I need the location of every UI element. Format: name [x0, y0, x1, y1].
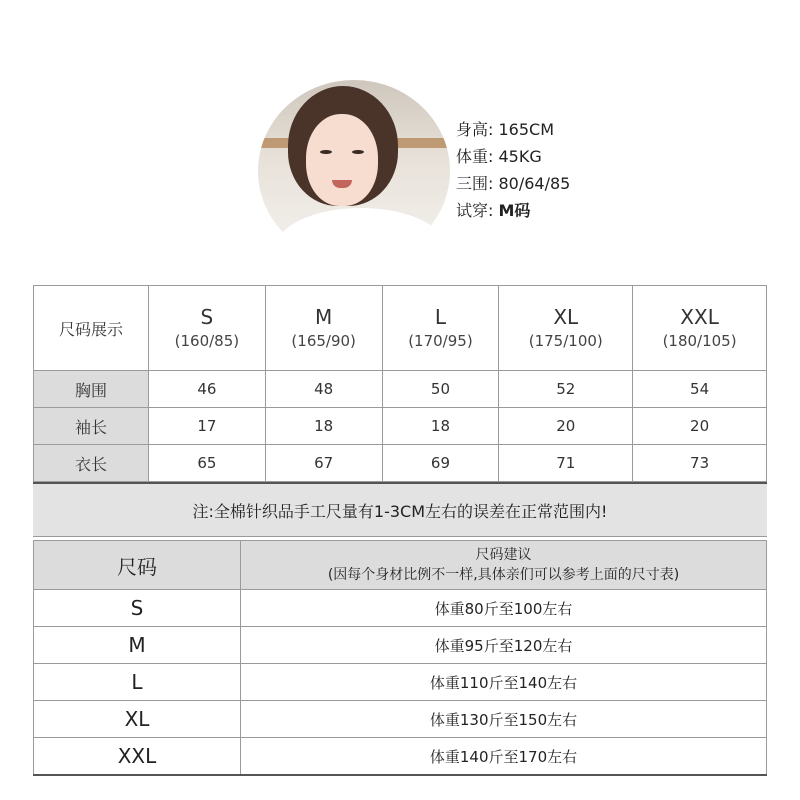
table-cell: 48: [265, 371, 382, 408]
recommend-size: XXL: [34, 738, 241, 776]
size-measurement-table: [33, 285, 767, 482]
table-cell: 52: [499, 371, 633, 408]
size-header-cell: [149, 286, 266, 371]
table-row: [34, 445, 767, 482]
table-cell: 18: [265, 408, 382, 445]
size-name: XL: [553, 305, 579, 329]
model-weight-label: 体重:: [456, 147, 494, 166]
recommend-size: S: [34, 590, 241, 627]
table-cell: 46: [149, 371, 266, 408]
model-weight-row: [456, 143, 570, 170]
size-spec: (170/95): [408, 332, 473, 350]
recommend-advice: 体重110斤至140左右: [241, 664, 767, 701]
model-height-row: [456, 116, 570, 143]
size-name: XXL: [680, 305, 719, 329]
row-label-chest: 胸围: [34, 371, 149, 408]
model-measure-label: 三围:: [456, 174, 494, 193]
size-spec: (165/90): [291, 332, 356, 350]
model-height-label: 身高:: [456, 120, 494, 139]
recommend-advice: 体重140斤至170左右: [241, 738, 767, 776]
table-row: [34, 371, 767, 408]
recommend-size: L: [34, 664, 241, 701]
table-cell: 54: [633, 371, 767, 408]
size-header-row: [34, 286, 767, 371]
model-white-tshirt: [276, 208, 446, 262]
model-tryon-label: 试穿:: [456, 201, 494, 220]
recommend-advice-title: 尺码建议: [475, 547, 532, 563]
size-spec: (175/100): [528, 332, 603, 350]
model-face: [306, 114, 378, 206]
size-name: S: [200, 305, 214, 329]
table-row: [34, 664, 767, 701]
table-cell: 65: [149, 445, 266, 482]
model-photo: [258, 80, 450, 262]
table-cell: 20: [633, 408, 767, 445]
size-header-cell: [633, 286, 767, 371]
model-eye-right: [352, 150, 364, 154]
table-row: [34, 701, 767, 738]
size-header-label: 尺码展示: [34, 286, 149, 371]
table-cell: 17: [149, 408, 266, 445]
table-cell: 67: [265, 445, 382, 482]
table-cell: 18: [382, 408, 499, 445]
model-eye-left: [320, 150, 332, 154]
recommend-size-header: 尺码: [34, 541, 241, 590]
table-row: [34, 408, 767, 445]
recommend-advice: 体重130斤至150左右: [241, 701, 767, 738]
size-header-cell: [499, 286, 633, 371]
row-label-length: 衣长: [34, 445, 149, 482]
recommend-advice: 体重80斤至100左右: [241, 590, 767, 627]
size-spec: (180/105): [662, 332, 737, 350]
table-row: [34, 627, 767, 664]
table-cell: 73: [633, 445, 767, 482]
model-measure-row: [456, 170, 570, 197]
model-measure-value: 80/64/85: [498, 174, 571, 193]
model-tryon-value: M码: [498, 201, 531, 220]
table-row: [34, 590, 767, 627]
size-header-cell: [382, 286, 499, 371]
recommend-advice: 体重95斤至120左右: [241, 627, 767, 664]
recommend-advice-header: [241, 541, 767, 590]
measurement-notice: 注:全棉针织品手工尺量有1-3CM左右的误差在正常范围内!: [33, 482, 767, 537]
size-recommendation-table: [33, 540, 767, 776]
recommend-advice-subtitle: (因每个身材比例不一样,具体亲们可以参考上面的尺寸表): [327, 567, 680, 583]
model-tryon-row: [456, 197, 570, 224]
size-header-cell: [265, 286, 382, 371]
table-cell: 69: [382, 445, 499, 482]
recommend-header-row: [34, 541, 767, 590]
recommend-size: M: [34, 627, 241, 664]
recommend-size: XL: [34, 701, 241, 738]
model-weight-value: 45KG: [498, 147, 542, 166]
table-row: [34, 738, 767, 776]
table-cell: 50: [382, 371, 499, 408]
size-name: L: [434, 305, 447, 329]
row-label-sleeve: 袖长: [34, 408, 149, 445]
model-height-value: 165CM: [498, 120, 555, 139]
table-cell: 20: [499, 408, 633, 445]
model-info: [456, 116, 570, 224]
size-spec: (160/85): [174, 332, 240, 350]
table-cell: 71: [499, 445, 633, 482]
size-name: M: [315, 305, 333, 329]
